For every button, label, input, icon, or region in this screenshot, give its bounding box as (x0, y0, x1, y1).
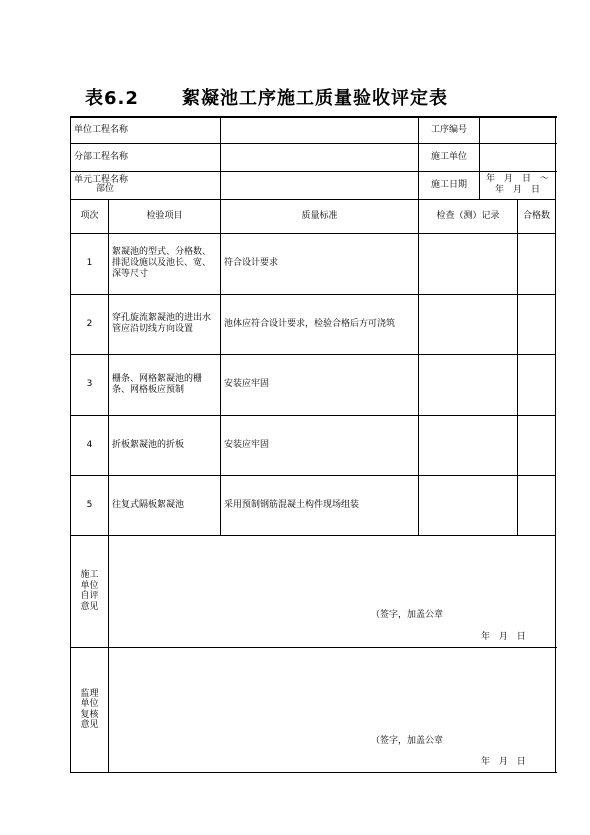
col-inspection-item: 检验项目 (109, 199, 221, 233)
construction-date-label: 施工日期 (419, 171, 480, 199)
self-evaluation-date: 年 月 日 (481, 631, 526, 642)
element-project-label (71, 171, 221, 199)
row-4-no: 4 (71, 415, 109, 475)
element-project-label-line-1: 单元工程名称 (74, 175, 129, 185)
row-1-pass-count[interactable] (518, 233, 556, 294)
row-3-record[interactable] (419, 354, 518, 415)
self-evaluation-label-line: 自评 (80, 591, 99, 601)
self-evaluation-opinion-box[interactable] (109, 535, 556, 647)
row-1-standard: 符合设计要求 (221, 233, 419, 294)
row-4-record[interactable] (419, 415, 518, 475)
process-no-value[interactable] (480, 117, 556, 143)
self-evaluation-row (71, 535, 556, 647)
header-row-unit-project (71, 117, 556, 143)
evaluation-table (70, 116, 568, 773)
row-2-pass-count[interactable] (518, 294, 556, 354)
self-evaluation-label-line: 意见 (80, 601, 99, 612)
row-4-item: 折板絮凝池的折板 (109, 415, 221, 475)
row-2-no: 2 (71, 294, 109, 354)
col-inspection-record: 检查（测）记录 (419, 199, 518, 233)
supervision-review-label (71, 647, 109, 772)
row-2-record[interactable] (419, 294, 518, 354)
col-quality-standard: 质量标准 (221, 199, 419, 233)
supervision-review-row (71, 647, 556, 772)
row-2-item: 穿孔旋流絮凝池的进出水管应沿切线方向设置 (109, 294, 221, 354)
header-row-element-project (71, 171, 556, 199)
table-row (71, 294, 556, 354)
supervision-review-signature: （签字，加盖公章 (371, 735, 444, 746)
element-project-value[interactable] (221, 171, 419, 199)
element-project-label-line-2: 部位 (96, 184, 115, 194)
self-evaluation-label (71, 535, 109, 647)
self-evaluation-signature: （签字，加盖公章 (371, 609, 444, 620)
row-3-standard: 安装应牢固 (221, 354, 419, 415)
supervision-review-date: 年 月 日 (481, 756, 526, 767)
supervision-review-opinion-box[interactable] (109, 647, 556, 772)
table-row (71, 415, 556, 475)
supervision-review-label-line: 单位 (80, 699, 99, 709)
row-2-standard: 池体应符合设计要求，检验合格后方可浇筑 (221, 294, 419, 354)
row-1-record[interactable] (419, 233, 518, 294)
row-1-item: 絮凝池的型式、分格数、排泥设施以及池长、宽、深等尺寸 (109, 233, 221, 294)
form-title (0, 84, 590, 108)
supervision-review-label-line: 意见 (80, 720, 99, 730)
sub-project-value[interactable] (221, 143, 419, 171)
row-5-record[interactable] (419, 475, 518, 535)
row-5-no: 5 (71, 475, 109, 535)
table-row (71, 233, 556, 294)
self-evaluation-label-line: 单位 (80, 580, 99, 591)
supervision-review-label-line: 监理 (80, 688, 99, 699)
sub-project-label: 分部工程名称 (71, 143, 221, 171)
row-3-item: 栅条、网格絮凝池的栅条、网格板应预制 (109, 354, 221, 415)
row-5-pass-count[interactable] (518, 475, 556, 535)
table-row (71, 354, 556, 415)
row-3-no: 3 (71, 354, 109, 415)
unit-project-value[interactable] (221, 117, 419, 143)
process-no-label: 工序编号 (419, 117, 480, 143)
column-header-row (71, 199, 556, 233)
self-evaluation-label-line: 施工 (80, 570, 99, 580)
construction-unit-label: 施工单位 (419, 143, 480, 171)
table-row (71, 475, 556, 535)
header-row-sub-project (71, 143, 556, 171)
construction-date-value[interactable]: 年 月 日 ～ 年 月 日 (480, 171, 556, 199)
supervision-review-label-line: 复核 (80, 709, 99, 720)
unit-project-label: 单位工程名称 (71, 117, 221, 143)
row-5-item: 往复式隔板絮凝池 (109, 475, 221, 535)
row-3-pass-count[interactable] (518, 354, 556, 415)
row-4-standard: 安装应牢固 (221, 415, 419, 475)
construction-unit-value[interactable] (480, 143, 556, 171)
table-name: 絮凝池工序施工质量验收评定表 (182, 88, 448, 109)
col-item-no: 项次 (71, 199, 109, 233)
row-5-standard: 采用预制钢筋混凝土构件现场组装 (221, 475, 419, 535)
table-number: 表6.2 (85, 88, 139, 109)
row-4-pass-count[interactable] (518, 415, 556, 475)
row-1-no: 1 (71, 233, 109, 294)
col-pass-count: 合格数 (518, 199, 556, 233)
